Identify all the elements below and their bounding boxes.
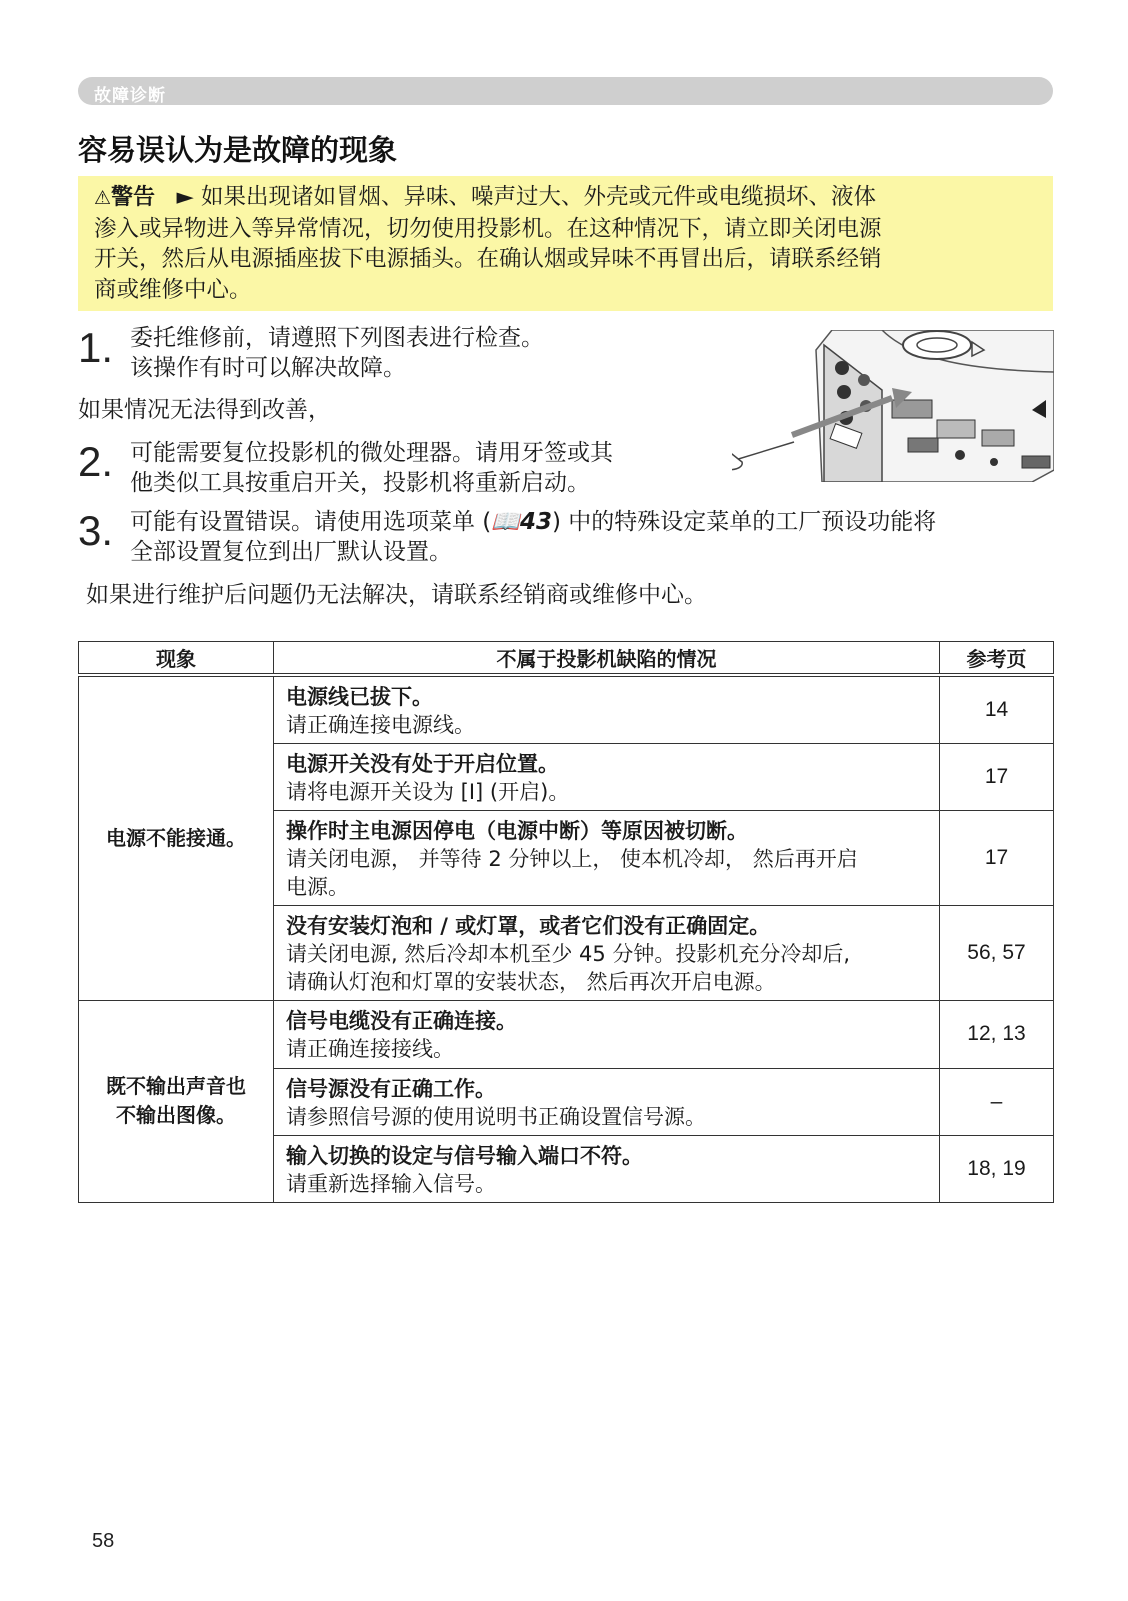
step-1-line-2: 该操作有时可以解决故障。 bbox=[130, 355, 406, 381]
reference-page: 43 bbox=[519, 509, 552, 535]
between-text: 如果情况无法得到改善， bbox=[78, 397, 331, 423]
step-1-line-1: 委托维修前，请遵照下列图表进行检查。 bbox=[130, 325, 544, 351]
step-1-text bbox=[130, 323, 544, 383]
symptom-cell: 电源不能接通。 bbox=[79, 675, 274, 1000]
warning-label: 警告 bbox=[111, 185, 156, 210]
reference-cell: 56, 57 bbox=[940, 905, 1054, 1000]
header-condition: 不属于投影机缺陷的情况 bbox=[274, 642, 940, 676]
table-header-row bbox=[79, 642, 1054, 676]
cause-cell: 输入切换的设定与信号输入端口不符。 请重新选择输入信号。 bbox=[274, 1135, 940, 1202]
step-3-number: 3. bbox=[78, 507, 114, 554]
warning-text: 如果出现诸如冒烟、异味、噪声过大、外壳或元件或电缆损坏、液体 bbox=[201, 184, 877, 210]
header-symptom: 现象 bbox=[79, 642, 274, 676]
step-2-text bbox=[130, 438, 613, 498]
troubleshooting-table bbox=[78, 641, 1054, 1203]
cause-cell: 操作时主电源因停电（电源中断）等原因被切断。 请关闭电源， 并等待 2 分钟以上， 使本机冷却， 然后再开启 电源。 bbox=[274, 810, 940, 905]
warning-box bbox=[78, 176, 1053, 311]
book-icon: 📖 bbox=[491, 509, 520, 535]
step-3-line-1: 可能有设置错误。请使用选项菜单 (📖43) 中的特殊设定菜单的工厂预设功能将 bbox=[130, 509, 937, 535]
after-text: 如果进行维护后问题仍无法解决，请联系经销商或维修中心。 bbox=[86, 582, 707, 608]
reference-cell: – bbox=[940, 1068, 1054, 1135]
step-2-line-2: 他类似工具按重启开关，投影机将重新启动。 bbox=[130, 470, 590, 496]
arrow-icon: ► bbox=[176, 184, 194, 210]
step-2-line-1: 可能需要复位投影机的微处理器。请用牙签或其 bbox=[130, 440, 613, 466]
page-number: 58 bbox=[92, 1530, 115, 1552]
step-2-number: 2. bbox=[78, 438, 114, 485]
page-title: 容易误认为是故障的现象 bbox=[78, 133, 398, 167]
step-3-text bbox=[130, 507, 1055, 567]
cause-cell: 信号源没有正确工作。 请参照信号源的使用说明书正确设置信号源。 bbox=[274, 1068, 940, 1135]
step-3-line-2: 全部设置复位到出厂默认设置。 bbox=[130, 539, 452, 565]
cause-cell: 电源开关没有处于开启位置。 请将电源开关设为 [I] (开启)。 bbox=[274, 743, 940, 810]
reference-cell: 17 bbox=[940, 810, 1054, 905]
cause-cell: 没有安装灯泡和 / 或灯罩，或者它们没有正确固定。 请关闭电源, 然后冷却本机至少 45 分钟。投影机充分冷却后, 请确认灯泡和灯罩的安装状态， 然后再次开启电源。 bbox=[274, 905, 940, 1000]
warning-triangle-icon: ⚠ bbox=[94, 187, 112, 209]
reference-cell: 18, 19 bbox=[940, 1135, 1054, 1202]
table-row bbox=[79, 1000, 1054, 1068]
section-label: 故障诊断 bbox=[94, 86, 166, 106]
header-reference: 参考页 bbox=[940, 642, 1054, 676]
projector-reset-illustration bbox=[732, 330, 1054, 482]
cause-cell: 电源线已拔下。 请正确连接电源线。 bbox=[274, 675, 940, 743]
warning-line-4: 商或维修中心。 bbox=[94, 276, 252, 303]
step-1-number: 1. bbox=[78, 324, 114, 371]
reference-cell: 17 bbox=[940, 743, 1054, 810]
warning-line-1 bbox=[94, 182, 1039, 214]
table-row bbox=[79, 675, 1054, 743]
cause-cell: 信号电缆没有正确连接。 请正确连接接线。 bbox=[274, 1000, 940, 1068]
reference-cell: 12, 13 bbox=[940, 1000, 1054, 1068]
warning-line-3: 开关，然后从电源插座拔下电源插头。在确认烟或异味不再冒出后，请联系经销 bbox=[94, 246, 882, 272]
warning-line-2: 渗入或异物进入等异常情况，切勿使用投影机。在这种情况下，请立即关闭电源 bbox=[94, 215, 882, 242]
section-header-bar bbox=[78, 77, 1053, 105]
symptom-cell: 既不输出声音也 不输出图像。 bbox=[79, 1000, 274, 1202]
reference-cell: 14 bbox=[940, 675, 1054, 743]
